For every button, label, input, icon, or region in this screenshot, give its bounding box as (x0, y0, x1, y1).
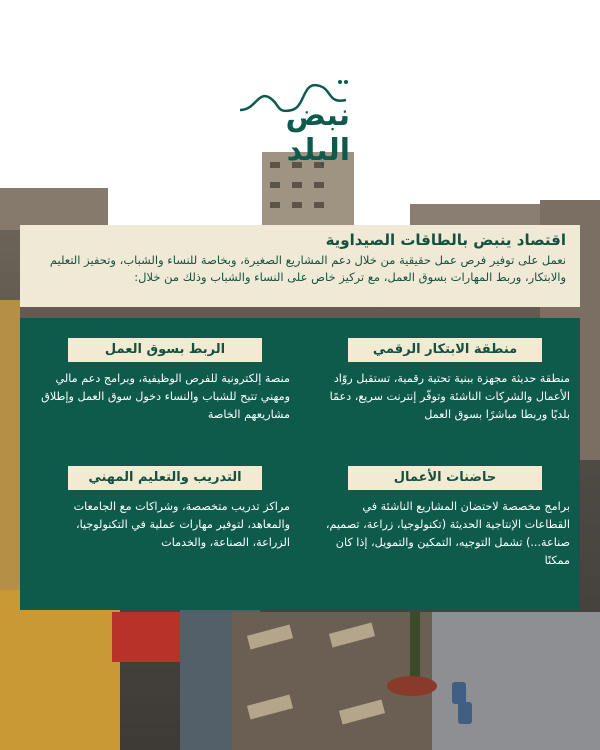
barrel (458, 702, 472, 724)
card-body: منصة إلكترونية للفرص الوظيفية، وبرامج دعم مالي ومهني تتيح للشباب والنساء دخول سوق العمل وإطلاق مشاريعهم الخاصة (41, 372, 290, 421)
intro-title: اقتصاد ينبض بالطاقات الصيداوية (325, 231, 566, 249)
tree (410, 612, 420, 682)
metal-roof (432, 612, 600, 750)
logo-text: نبض البلد (285, 98, 350, 168)
card-business-incubators (320, 466, 570, 570)
intro-body: نعمل على توفير فرص عمل حقيقية من خلال دعم المشاريع الصغيرة، وبخاصة للنساء والشباب، وتحفيز التعليم والابتكار، وربط المهارات بسوق العمل، مع تركيز خاص على النساء والشباب وذلك من خلال: (49, 253, 566, 284)
wall-left (0, 300, 20, 630)
barrel (452, 682, 466, 704)
card-title: الربط بسوق العمل (68, 338, 262, 362)
logo (236, 70, 366, 168)
initiatives-panel (20, 318, 580, 610)
card-body: برامج مخصصة لاحتضان المشاريع الناشئة في القطاعات الإنتاجية الحديثة (تكنولوجيا، زراعة، تصميم، صناعة...) تشمل التوجيه، التمكين والتمويل، إذا كان ممكنًا (325, 500, 570, 567)
planter (387, 676, 437, 696)
card-body: منطقة حديثة مجهزة ببنية تحتية رقمية، تستقبل روّاد الأعمال والشركات الناشئة وتوفّر إنترنت سريع، دعمًا بلديًا وربطا مباشرًا بسوق العمل (329, 372, 570, 421)
card-body: مراكز تدريب متخصصة، وشراكات مع الجامعات والمعاهد، لتوفير مهارات عملية في التكنولوجيا، الزراعة، الصناعة، والخدمات (73, 500, 290, 549)
card-digital-innovation (320, 338, 570, 424)
intro-box (20, 225, 580, 307)
yellow-wall (0, 590, 120, 750)
card-title: التدريب والتعليم المهني (68, 466, 262, 490)
red-awning (112, 612, 190, 662)
card-vocational-training (40, 466, 290, 552)
card-title: حاضنات الأعمال (348, 466, 542, 490)
card-title: منطقة الابتكار الرقمي (348, 338, 542, 362)
card-job-market-link (40, 338, 290, 424)
